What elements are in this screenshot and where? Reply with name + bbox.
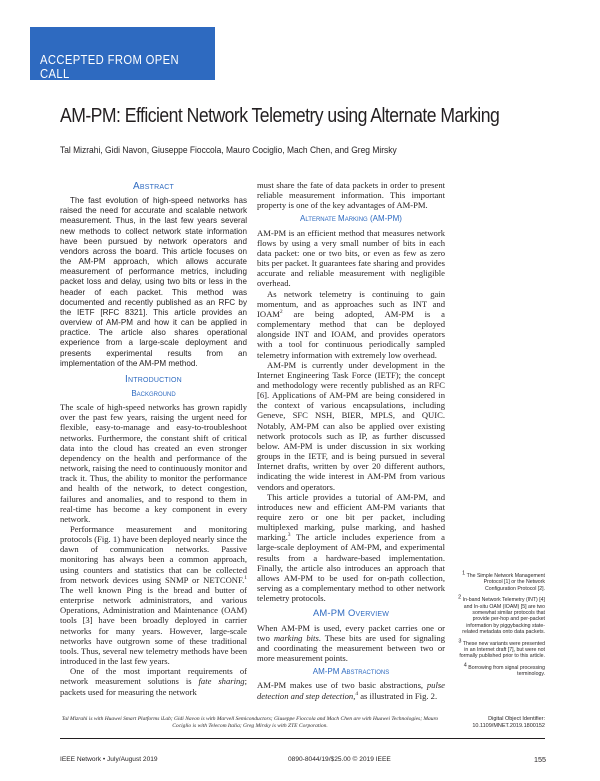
- footnote-3: $^3$ These new variants were presented in an Internet draft [7], but were not formally published prior to this article.: [458, 637, 545, 660]
- doi-value: 10.1109/MNET.2019.1800152: [472, 723, 545, 729]
- am-paragraph-3: AM-PM is currently under development in the Internet Engineering Task Force (IETF); the concept and methodology were recently published as an RFC [6]. Applications of AM-PM are being considered in the context of various encapsulations, including Geneve, SFC NSH, BIER, MPLS, and QUIC. Notably, AM-PM can also be applied over existing network protocols such as IP, as further discussed below. AM-PM is under discussion in six working groups in the IETF, and is being pursued in several Internet drafts, written by over 20 different authors, indicating the wide interest in AM-PM from various vendors and operators.: [257, 359, 445, 492]
- footnote-1: $^1$ The Simple Network Management Protocol [1] or the Network Configuration Protocol [2].: [462, 570, 545, 592]
- footnote-2: $^2$ In-band Network Telemetry (INT) [4] and In-situ OAM (IOAM) [5] are two somewhat similar protocols that provide per-hop and per-packet information by piggybacking state-related metadata onto data packets.: [458, 594, 545, 636]
- footer-issn: 0890-8044/19/$25.00 © 2019 IEEE: [288, 756, 391, 763]
- overview-heading: AM-PM Overview: [312, 607, 390, 619]
- article-title: AM-PM: Efficient Network Telemetry using Alternate Marking: [60, 105, 500, 127]
- overview-paragraph-1: When AM-PM is used, every packet carries one or two marking bits. These bits are used for signaling and coordinating the measurement between two or more measurement points.: [257, 622, 445, 664]
- abstract-text: The fast evolution of high-speed networks has raised the need for accurate and scalable network measurement. Thus, in the last few years several new methods to collect network state information have been pursued by network operators and vendors across the board. This article focuses on the AM-PM approach, which allows accurate measurement of performance metrics, including packet loss and delay, using two bits or less in the header of each packet. This method was documented and recently published as an RFC by the IETF [RFC 8321]. This article provides an overview of AM-PM and how it can be applied in practice. The article also shares operational experience from a large-scale deployment and presents experimental results from an implementation of the AM-PM method.: [60, 196, 247, 368]
- doi-block: [470, 716, 545, 730]
- am-paragraph-2: As network telemetry is continuing to gain momentum, and as approaches such as INT and IOAM$^2$ are being adopted, AM-PM is a complementary method that can be deployed alongside INT and IOAM, and provides operators with a tool for continuous periodically sampled telemetry information with extremely low overhead.: [257, 288, 445, 360]
- overview-paragraph-2: AM-PM makes use of two basic abstractions, pulse detection and step detection,$^4$ as illustrated in Fig. 2.: [257, 680, 445, 701]
- footnotes: [455, 570, 545, 683]
- alternate-marking-subheading: Alternate Marking (AM-PM): [300, 214, 402, 224]
- am-paragraph-1: AM-PM is an efficient method that measures network flows by using a very small number of bits in each data packet: one or two bits, or even as few as zero bits per packet. It guarantees fate sharing and provides accurate and reliable measurement with negligible overhead.: [257, 227, 445, 289]
- abstractions-subheading: AM-PM Abstractions: [312, 667, 390, 677]
- intro-paragraph-4: must share the fate of data packets in order to present reliable measurement information. This important property is one of the key advantages of AM-PM.: [257, 180, 445, 211]
- middle-column: [257, 180, 445, 701]
- banner-label: ACCEPTED FROM OPEN CALL: [40, 53, 179, 81]
- doi-label: Digital Object Identifier:: [488, 716, 545, 722]
- abstract-heading: Abstract: [133, 181, 174, 192]
- background-subheading: Background: [131, 388, 176, 398]
- intro-paragraph-1: The scale of high-speed networks has grown rapidly over the past few years, raising the urgent need for flexible, easy-to-manage and easy-to-troubleshoot networks. Furthermore, the constant shift of critical data into the cloud has created an even stronger dependency on the health and performance of the network, raising the need to continuously monitor and track it. Thus, the ability to monitor the performance and health of the network, to detect congestion, failures and anomalies, and to respond to them in real-time has become a key component in every network.: [60, 402, 247, 524]
- page-number: 155: [534, 755, 546, 764]
- open-call-banner: [30, 27, 215, 80]
- abstract-body: [60, 196, 247, 369]
- footnote-4: $^4$ Borrowing from signal processing terminology.: [463, 662, 545, 678]
- footer-divider: [60, 738, 545, 739]
- introduction-heading: Introduction: [125, 373, 182, 385]
- author-affiliations: Tal Mizrahi is with Huawei Smart Platforms iLab; Gidi Navon is with Marvell Semiconductors; Giuseppe Fioccola and Mach Chen are with Huawei Technologies; Mauro Cociglio is with Telecom Italia; Greg Mirsky is with ZTE Corporation.: [61, 716, 439, 729]
- author-list: Tal Mizrahi, Gidi Navon, Giuseppe Fioccola, Mauro Cociglio, Mach Chen, and Greg Mirsky: [60, 144, 397, 155]
- intro-paragraph-2: Performance measurement and monitoring protocols (Fig. 1) have been deployed nearly since the dawn of communication networks. Passive monitoring has always been a common approach, using counters and statistics that can be collected from network devices using SNMP or NETCONF.$^1$ The well known Ping is the bread and butter of enterprise network administrators, and various Operations, Administration and Maintenance (OAM) tools [3] have been broadly deployed in carrier networks for many years. However, large-scale networks have outgrown some of these traditional tools. Thus, several new telemetry methods have been introduced in the last few years.: [60, 524, 247, 667]
- am-paragraph-4: This article provides a tutorial of AM-PM, and introduces new and efficient AM-PM variants that require zero or one bit per packet, including multiplexed marking, pulse marking, and hashed marking.$^3$ The article includes experience from a large-scale deployment of AM-PM, and experimental results from a hardware-based implementation. Finally, the article also introduces an approach that allows AM-PM to be used for on-path collection, serving as a complementary method to other network telemetry protocols.: [257, 491, 445, 604]
- intro-paragraph-3: One of the most important requirements of network measurement solutions is fate sharing; packets used for measuring the network: [60, 666, 247, 697]
- left-column: [60, 180, 247, 697]
- footer-journal: IEEE Network • July/August 2019: [60, 756, 158, 763]
